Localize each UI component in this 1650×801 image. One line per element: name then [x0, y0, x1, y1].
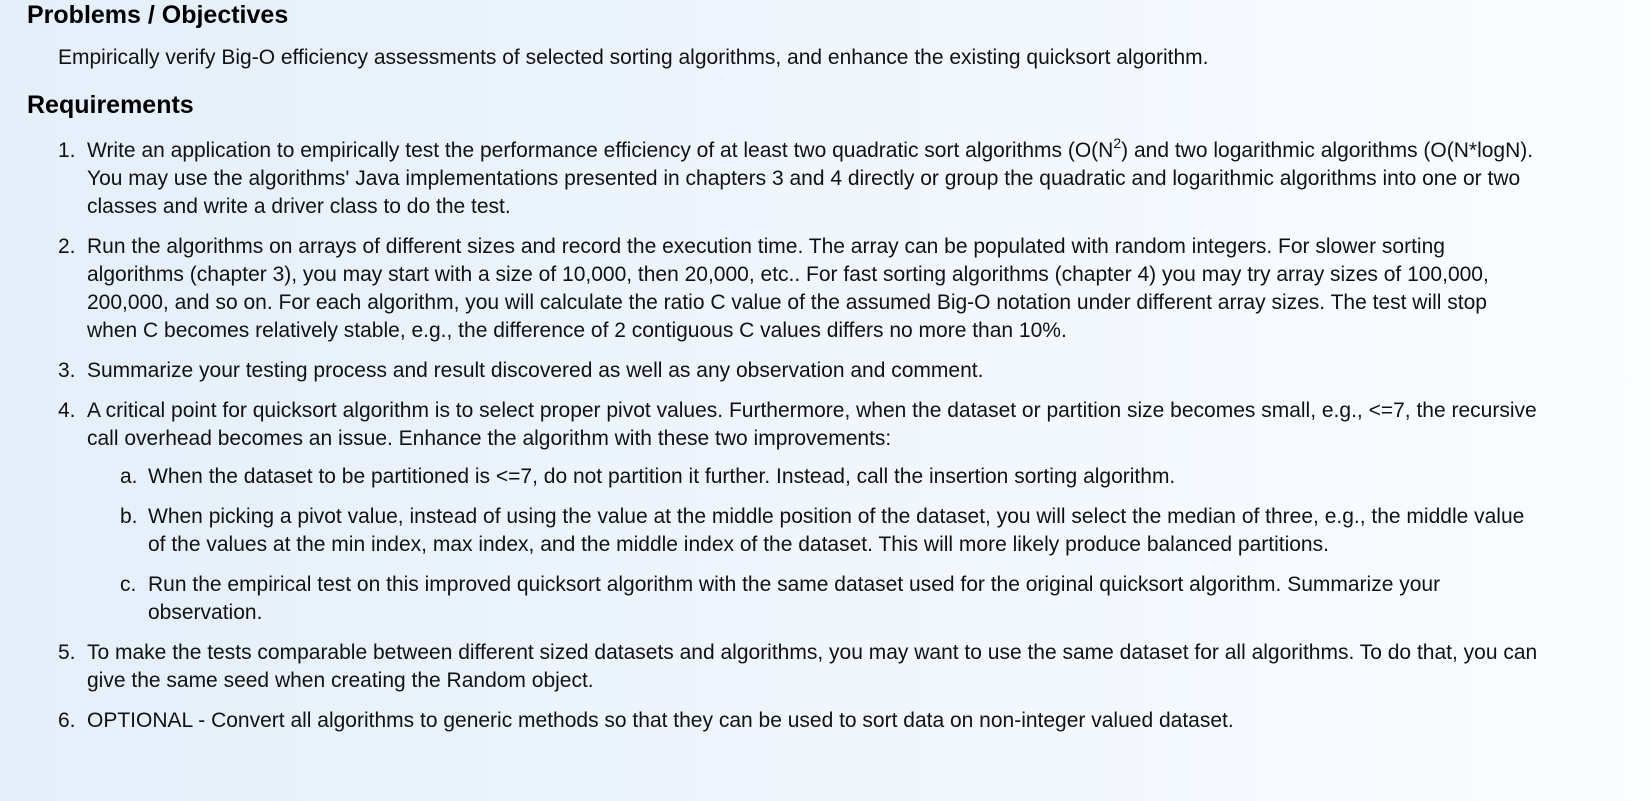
requirement-item-4	[58, 397, 1538, 627]
requirement-text: A critical point for quicksort algorithm is to select proper pivot values. Furthermore, when the dataset or partition size becomes small, e.g., <=7, the recursive call overhead becomes an issue. Enhance the algorithm with these two improvements:	[87, 399, 1537, 450]
subrequirement-letter: a.	[120, 465, 138, 488]
requirement-number: 6.	[58, 709, 76, 732]
subrequirement-text: Run the empirical test on this improved quicksort algorithm with the same dataset used for the original quicksort algorithm. Summarize your observation.	[148, 573, 1441, 624]
requirement-item-1	[58, 137, 1538, 221]
subrequirement-text: When picking a pivot value, instead of using the value at the middle position of the dataset, you will select the median of three, e.g., the middle value of the values at the min index, max index, and the middle index of the dataset. This will more likely produce balanced partitions.	[148, 505, 1525, 556]
requirement-item-6	[58, 707, 1538, 735]
requirement-item-3	[58, 357, 1538, 385]
requirement-number: 5.	[58, 641, 76, 664]
subrequirement-letter: b.	[120, 505, 138, 528]
requirement-item-2	[58, 233, 1538, 345]
subrequirement-item-a	[87, 463, 1538, 491]
requirements-list	[58, 137, 1538, 747]
objective-text: Empirically verify Big-O efficiency assessments of selected sorting algorithms, and enhance the existing quicksort algorithm.	[58, 46, 1209, 69]
requirement-text: To make the tests comparable between different sized datasets and algorithms, you may want to use the same dataset for all algorithms. To do that, you can give the same seed when creating the Random object.	[87, 641, 1538, 692]
requirement-item-5	[58, 639, 1538, 695]
subrequirement-text: When the dataset to be partitioned is <=7, do not partition it further. Instead, call the insertion sorting algorithm.	[148, 465, 1176, 488]
problems-heading: Problems / Objectives	[27, 1, 289, 29]
requirement-text: Run the algorithms on arrays of different sizes and record the execution time. The array can be populated with random integers. For slower sorting algorithms (chapter 3), you may start with a size of 10,000, then 20,000, etc.. For fast sorting algorithms (chapter 4) you may try array sizes of 100,000, 200,000, and so on. For each algorithm, you will calculate the ratio C value of the assumed Big-O notation under different array sizes. The test will stop when C becomes relatively stable, e.g., the difference of 2 contiguous C values differs no more than 10%.	[87, 235, 1489, 342]
subrequirement-item-b	[87, 503, 1538, 559]
requirement-number: 4.	[58, 399, 76, 422]
subrequirement-letter: c.	[120, 573, 137, 596]
subrequirement-item-c	[87, 571, 1538, 627]
requirement-number: 3.	[58, 359, 76, 382]
requirement-number: 1.	[58, 139, 76, 162]
requirement-sublist	[87, 463, 1538, 627]
requirement-text: Summarize your testing process and result discovered as well as any observation and comment.	[87, 359, 984, 382]
requirement-number: 2.	[58, 235, 76, 258]
requirement-text: Write an application to empirically test the performance efficiency of at least two quadratic sort algorithms ($O(N^2)$ and two logarithmic algorithms (O(N*logN). You may use the algorithms' Java implementations presented in chapters 3 and 4 directly or group the quadratic and logarithmic algorithms into one or two classes and write a driver class to do the test.	[87, 135, 1534, 218]
superscript-exponent: 2	[1113, 135, 1122, 151]
requirements-heading: Requirements	[27, 91, 194, 119]
requirement-text: OPTIONAL - Convert all algorithms to generic methods so that they can be used to sort data on non-integer valued dataset.	[87, 709, 1234, 732]
